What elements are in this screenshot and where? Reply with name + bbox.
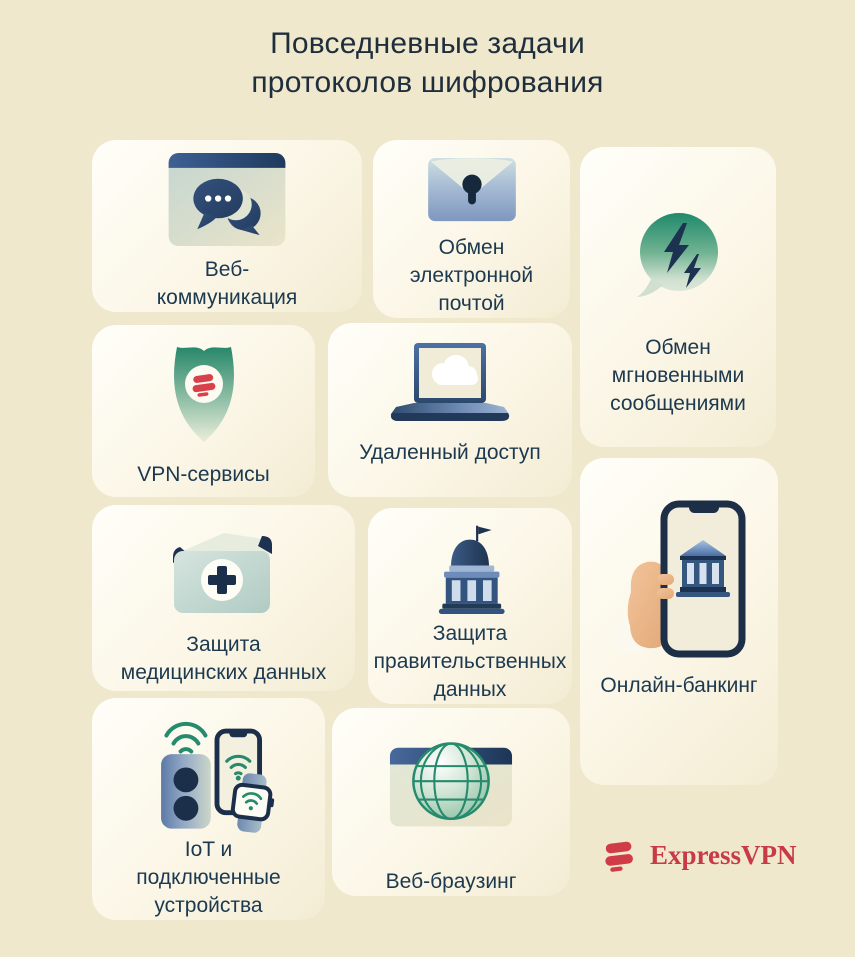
card-label: Защита медицинских данных	[120, 633, 327, 684]
title-line-2: протоколов шифрования	[251, 66, 604, 99]
expressvpn-mark-icon	[599, 834, 641, 876]
card-medical-data	[92, 505, 355, 691]
card-label: Веб-браузинг	[385, 870, 517, 893]
card-web-browsing	[332, 708, 570, 896]
iot-devices-icon	[133, 708, 285, 834]
card-web-communication	[92, 140, 362, 312]
card-label: Веб- коммуникация	[156, 258, 298, 309]
card-government-data	[368, 508, 572, 704]
medical-folder-icon	[166, 527, 282, 617]
page-title	[0, 24, 855, 102]
card-iot-devices	[92, 698, 325, 920]
card-online-banking	[580, 458, 778, 785]
shield-vpn-icon	[157, 341, 251, 447]
brand-logo	[599, 834, 797, 876]
card-label: Онлайн-банкинг	[600, 674, 758, 697]
government-building-icon	[422, 524, 518, 614]
card-label: VPN-сервисы	[137, 463, 270, 486]
title-line-1: Повседневные задачи	[270, 27, 585, 60]
card-email-exchange	[373, 140, 570, 318]
card-label: Удаленный доступ	[359, 441, 541, 464]
card-label: Обмен мгновенными сообщениями	[610, 336, 746, 415]
laptop-cloud-icon	[388, 343, 512, 425]
browser-globe-icon	[376, 726, 526, 828]
card-label: Обмен электронной почтой	[409, 236, 534, 315]
card-instant-messaging	[580, 147, 776, 447]
card-remote-access	[328, 323, 572, 497]
envelope-keyhole-icon	[422, 158, 522, 222]
card-vpn-services	[92, 325, 315, 497]
card-label: Защита правительственных данных	[373, 622, 567, 701]
brand-name: ExpressVPN	[650, 839, 797, 870]
hand-phone-bank-icon	[603, 498, 755, 664]
browser-chat-icon	[168, 153, 286, 247]
card-label: IoT и подключенные устройства	[136, 838, 281, 917]
chat-lightning-icon	[633, 211, 723, 306]
